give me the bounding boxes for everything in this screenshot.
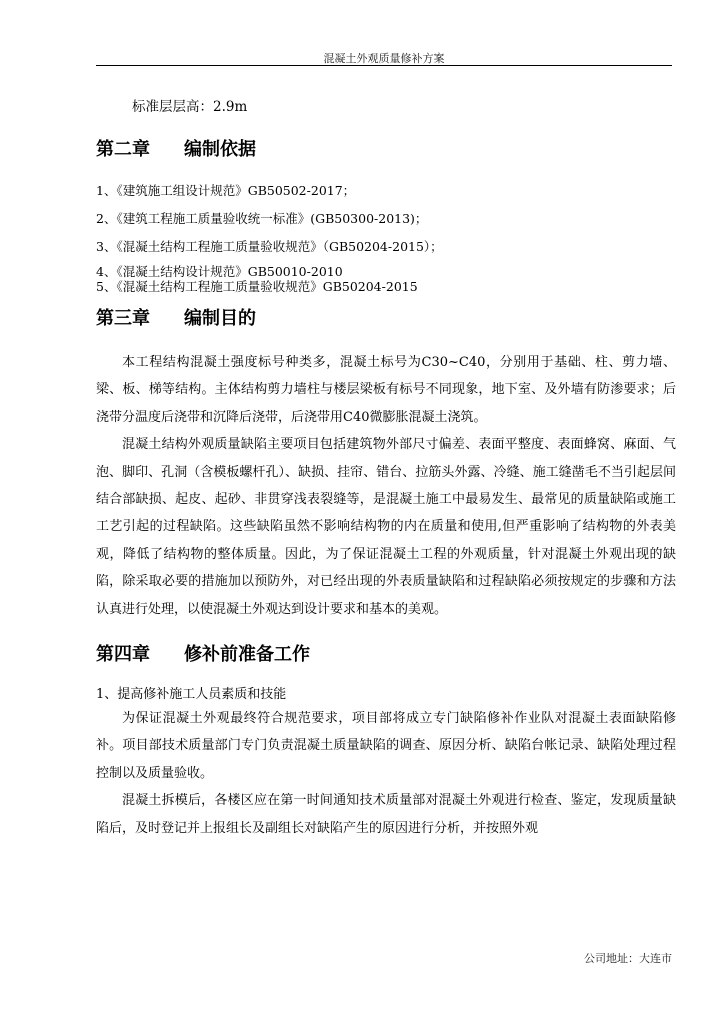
chapter-3-number: 第三章 <box>96 308 150 329</box>
chapter-4-heading <box>96 643 676 667</box>
chapter-2-number: 第二章 <box>96 139 150 160</box>
chapter-3-paragraph: 混凝土结构外观质量缺陷主要项目包括建筑物外部尺寸偏差、表面平整度、表面蜂窝、麻面、气泡、脚印、孔洞（含模板螺杆孔）、缺损、挂帘、错台、拉筋头外露、冷缝、施工缝凿毛不当引起层间结合部缺损、起皮、起砂、非贯穿浅表裂缝等，是混凝土施工中最易发生、最常见的质量缺陷或施工工艺引起的过程缺陷。这些缺陷虽然不影响结构物的内在质量和使用,但严重影响了结构物的外表美观，降低了结构物的整体质量。因此，为了保证混凝土工程的外观质量，针对混凝土外观出现的缺陷，除采取必要的措施加以预防外，对已经出现的外表质量缺陷和过程缺陷必须按规定的步骤和方法认真进行处理，以使混凝土外观达到设计要求和基本的美观。 <box>96 437 676 617</box>
chapter-2-title: 编制依据 <box>184 139 256 160</box>
chapter-3-paragraph: 本工程结构混凝土强度标号种类多，混凝土标号为C30~C40，分别用于基础、柱、剪力墙、梁、板、梯等结构。主体结构剪力墙柱与楼层梁板有标号不同现象，地下室、及外墙有防渗要求；后浇带分温度后浇带和沉降后浇带，后浇带用C40微膨胀混凝土浇筑。 <box>96 355 676 425</box>
reference-item: 1、《建筑施工组设计规范》GB50502-2017； <box>96 183 356 198</box>
reference-item: 2、《建筑工程施工质量验收统一标准》(GB50300-2013)； <box>96 211 428 226</box>
reference-item: 3、《混凝土结构工程施工质量验收规范》（GB50204-2015）； <box>96 239 443 254</box>
chapter-3-heading <box>96 307 676 331</box>
chapter-3-title: 编制目的 <box>184 308 256 329</box>
chapter-4-title: 修补前准备工作 <box>184 644 310 666</box>
header-divider <box>96 65 672 66</box>
page-footer: 公司地址：大连市 <box>584 952 672 965</box>
reference-list <box>96 180 676 294</box>
chapter-4-paragraph: 混凝土拆模后，各楼区应在第一时间通知技术质量部对混凝土外观进行检查、鉴定，发现质量缺陷后，及时登记并上报组长及副组长对缺陷产生的原因进行分析，并按照外观 <box>96 793 676 836</box>
floor-height-line: 标准层层高：2.9m <box>132 99 248 115</box>
document-body <box>96 98 676 842</box>
chapter-2-heading <box>96 138 676 162</box>
chapter-4-number: 第四章 <box>96 644 150 666</box>
page-header: 混凝土外观质量修补方案 <box>323 52 445 65</box>
chapter-4-subheading: 1、提高修补施工人员素质和技能 <box>96 687 287 703</box>
reference-item: 4、《混凝土结构设计规范》GB50010-2010 <box>96 264 343 279</box>
reference-item: 5、《混凝土结构工程施工质量验收规范》GB50204-2015 <box>96 279 418 294</box>
chapter-4-paragraph: 为保证混凝土外观最终符合规范要求，项目部将成立专门缺陷修补作业队对混凝土表面缺陷修补。项目部技术质量部门专门负责混凝土质量缺陷的调查、原因分析、缺陷台帐记录、缺陷处理过程控制以及质量验收。 <box>96 711 676 781</box>
